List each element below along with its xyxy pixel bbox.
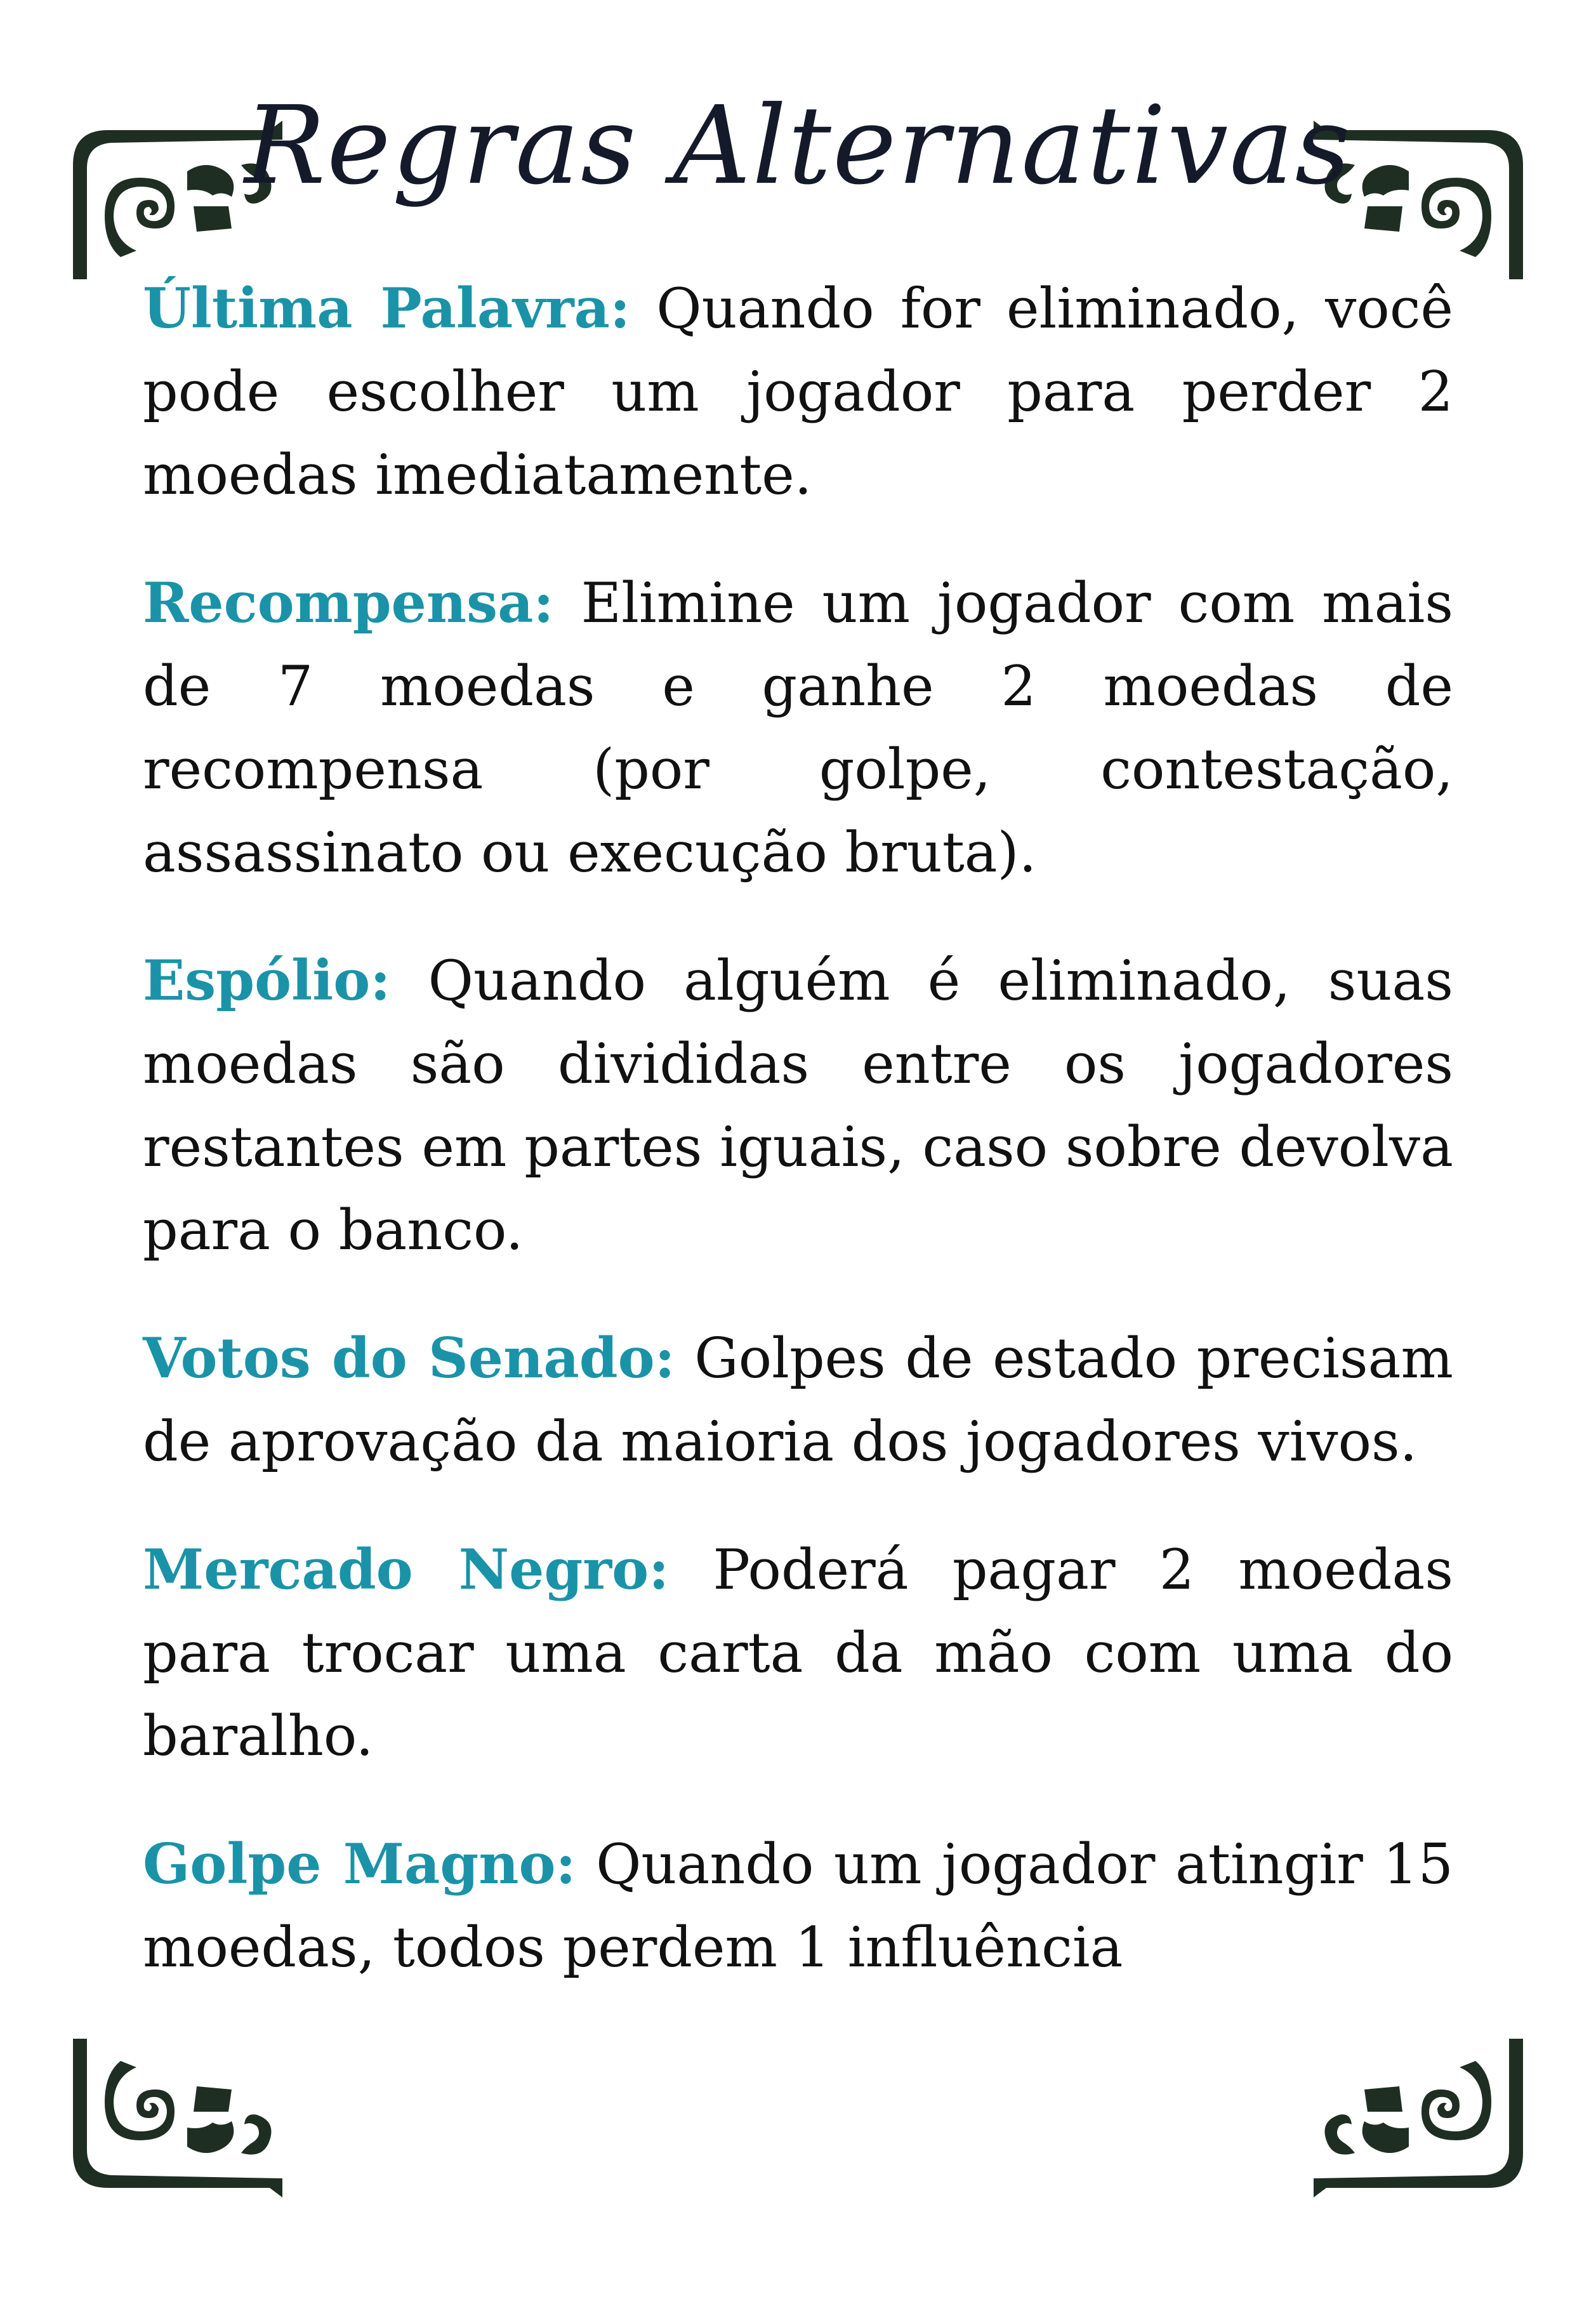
rule-text: Quando for eliminado, você pode escolher um jogador para perder 2 moedas imediatamente. bbox=[143, 276, 1454, 507]
rule-name: Golpe Magno: bbox=[143, 1831, 576, 1897]
rule-text: Golpes de estado precisam de aprovação da maioria dos jogadores vivos. bbox=[143, 1326, 1453, 1474]
rule-votos-do-senado bbox=[143, 1316, 1453, 1483]
rule-ultima-palavra bbox=[143, 267, 1453, 517]
rule-name: Recompensa: bbox=[143, 570, 554, 635]
rule-text: Poderá pagar 2 moedas para trocar uma carta da mão com uma do baralho. bbox=[143, 1537, 1453, 1768]
rule-recompensa bbox=[143, 561, 1453, 894]
rule-espolio bbox=[143, 939, 1453, 1272]
rule-text: Elimine um jogador com mais de 7 moedas e ganhe 2 moedas de recompensa (por golpe, contestação, assassinato ou execução bruta). bbox=[143, 571, 1453, 885]
rule-name: Espólio: bbox=[143, 948, 391, 1013]
rule-name: Última Palavra: bbox=[143, 275, 631, 341]
rule-name: Votos do Senado: bbox=[143, 1325, 675, 1391]
rule-text: Quando um jogador atingir 15 moedas, todos perdem 1 influência bbox=[143, 1832, 1453, 1980]
page-title: Regras Alternativas bbox=[244, 83, 1352, 209]
corner-flourish-bottom-left bbox=[60, 2032, 301, 2248]
rule-golpe-magno bbox=[143, 1822, 1453, 1989]
rule-name: Mercado Negro: bbox=[143, 1537, 669, 1602]
rule-mercado-negro bbox=[143, 1528, 1453, 1778]
rule-text: Quando alguém é eliminado, suas moedas são divididas entre os jogadores restantes em partes iguais, caso sobre devolva para o banco. bbox=[143, 948, 1453, 1262]
corner-flourish-bottom-right bbox=[1295, 2032, 1536, 2248]
rules-list bbox=[143, 267, 1453, 2034]
